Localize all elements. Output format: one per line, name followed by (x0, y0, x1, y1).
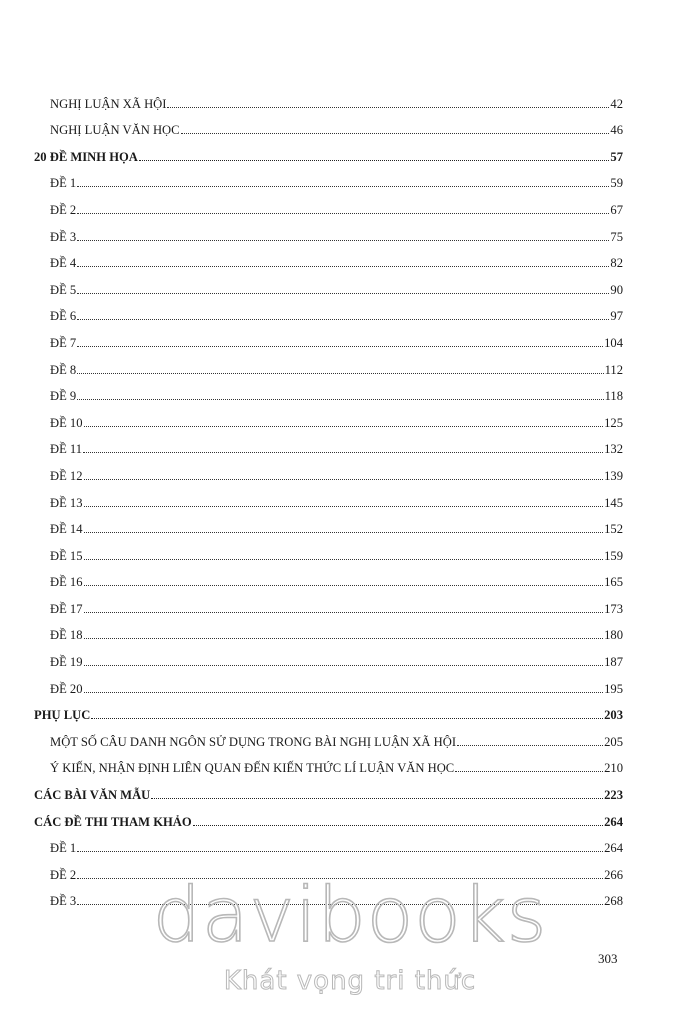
toc-entry (50, 164, 623, 191)
toc-entry-page: 46 (610, 123, 623, 138)
toc-entry (50, 190, 623, 217)
dot-leader (77, 213, 609, 214)
dot-leader (77, 851, 603, 852)
toc-entry-page: 59 (610, 176, 623, 191)
dot-leader (91, 718, 603, 719)
toc-entry-title: ĐỀ 7 (50, 335, 77, 350)
dot-leader (77, 878, 603, 879)
toc-entry (50, 244, 623, 271)
dot-leader (77, 904, 603, 905)
toc-section-page: 57 (610, 149, 623, 164)
toc-entry (50, 430, 623, 457)
dot-leader (77, 399, 603, 400)
dot-leader (84, 612, 604, 613)
toc-entry-page: 165 (604, 575, 623, 590)
toc-section-title: 20 ĐỀ MINH HỌA (34, 149, 138, 164)
dot-leader (193, 825, 603, 826)
toc-entry (50, 84, 623, 111)
dot-leader (77, 266, 609, 267)
toc-entry-title: NGHỊ LUẬN VĂN HỌC (50, 123, 180, 138)
toc-entry (50, 403, 623, 430)
toc-entry (50, 483, 623, 510)
dot-leader (77, 293, 609, 294)
watermark-slogan: Khát vọng tri thức (223, 966, 477, 996)
toc-entry (50, 563, 623, 590)
toc-entry-title: ĐỀ 13 (50, 495, 83, 510)
dot-leader (77, 346, 603, 347)
toc-entry (50, 456, 623, 483)
toc-entry-title: ĐỀ 4 (50, 256, 77, 271)
toc-entry-title: ĐỀ 17 (50, 601, 83, 616)
toc-entry-title: ĐỀ 11 (50, 442, 83, 457)
dot-leader (77, 319, 609, 320)
toc-entry (50, 377, 623, 404)
toc-entry-page: 180 (604, 628, 623, 643)
watermark-brand: davibooks (152, 870, 548, 959)
toc-entry-page: 152 (604, 522, 623, 537)
toc-section-heading (34, 696, 623, 723)
dot-leader (455, 771, 603, 772)
toc-entry-page: 90 (610, 282, 623, 297)
toc-entry-page: 159 (604, 548, 623, 563)
dot-leader (83, 452, 603, 453)
page-number: 303 (598, 951, 618, 966)
dot-leader (77, 240, 609, 241)
toc-section-page: 223 (604, 788, 623, 803)
toc-entry-title: ĐỀ 1 (50, 841, 77, 856)
toc-entry-title: ĐỀ 20 (50, 681, 83, 696)
toc-section-heading (34, 137, 623, 164)
toc-entry-title: ĐỀ 3 (50, 229, 77, 244)
dot-leader (84, 506, 604, 507)
toc-entry-title: ĐỀ 14 (50, 522, 83, 537)
toc-entry (50, 749, 623, 776)
toc-entry-title: ĐỀ 8 (50, 362, 77, 377)
toc-entry (50, 882, 623, 909)
toc-entry-title: ĐỀ 5 (50, 282, 77, 297)
toc-section-title: CÁC ĐỀ THI THAM KHẢO (34, 814, 192, 829)
toc-entry-title: ĐỀ 16 (50, 575, 83, 590)
toc-entry-page: 195 (604, 681, 623, 696)
toc-entry-page: 264 (604, 841, 623, 856)
toc-entry-title: ĐỀ 19 (50, 655, 83, 670)
toc-entry-page: 118 (604, 389, 623, 404)
toc-entry (50, 589, 623, 616)
dot-leader (139, 160, 610, 161)
toc-section-heading (34, 802, 623, 829)
toc-entry (50, 829, 623, 856)
toc-entry-title: ĐỀ 9 (50, 389, 77, 404)
toc-entry-title: ĐỀ 6 (50, 309, 77, 324)
toc-entry-title: ĐỀ 2 (50, 867, 77, 882)
toc-entry-page: 97 (610, 309, 623, 324)
dot-leader (84, 665, 604, 666)
toc-entry (50, 323, 623, 350)
toc-section-page: 264 (604, 814, 623, 829)
dot-leader (457, 745, 603, 746)
dot-leader (84, 692, 604, 693)
toc-entry-page: 82 (610, 256, 623, 271)
table-of-contents (0, 84, 700, 908)
toc-entry-page: 104 (604, 335, 623, 350)
dot-leader (77, 186, 609, 187)
toc-entry (50, 536, 623, 563)
toc-entry-title: MỘT SỐ CÂU DANH NGÔN SỬ DỤNG TRONG BÀI NGHỊ LUẬN XÃ HỘI (50, 734, 457, 749)
toc-entry-page: 187 (604, 655, 623, 670)
toc-entry-title: ĐỀ 3 (50, 894, 77, 909)
dot-leader (181, 133, 610, 134)
toc-entry (50, 855, 623, 882)
toc-entry-page: 42 (610, 96, 623, 111)
toc-entry (50, 111, 623, 138)
toc-entry-page: 75 (610, 229, 623, 244)
toc-entry (50, 669, 623, 696)
toc-section-page: 203 (604, 708, 623, 723)
dot-leader (84, 426, 604, 427)
dot-leader (84, 559, 604, 560)
toc-entry-page: 266 (604, 867, 623, 882)
toc-entry (50, 642, 623, 669)
toc-entry-page: 139 (604, 468, 623, 483)
toc-entry-title: NGHỊ LUẬN XÃ HỘI (50, 96, 167, 111)
toc-entry-page: 125 (604, 415, 623, 430)
toc-entry-title: ĐỀ 12 (50, 468, 83, 483)
dot-leader (77, 373, 603, 374)
toc-section-title: CÁC BÀI VĂN MẪU (34, 788, 151, 803)
toc-entry-title: ĐỀ 18 (50, 628, 83, 643)
dot-leader (84, 479, 604, 480)
dot-leader (84, 532, 604, 533)
toc-entry-page: 205 (604, 734, 623, 749)
toc-entry-title: ĐỀ 15 (50, 548, 83, 563)
toc-entry-page: 173 (604, 601, 623, 616)
dot-leader (151, 798, 603, 799)
toc-entry-title: Ý KIẾN, NHẬN ĐỊNH LIÊN QUAN ĐẾN KIẾN THỨC LÍ LUẬN VĂN HỌC (50, 761, 455, 776)
toc-entry (50, 270, 623, 297)
toc-entry-title: ĐỀ 10 (50, 415, 83, 430)
toc-entry (50, 297, 623, 324)
dot-leader (84, 585, 604, 586)
toc-entry-page: 112 (604, 362, 623, 377)
toc-entry-page: 145 (604, 495, 623, 510)
toc-entry-page: 268 (604, 894, 623, 909)
toc-entry-title: ĐỀ 1 (50, 176, 77, 191)
toc-entry-title: ĐỀ 2 (50, 202, 77, 217)
toc-entry (50, 722, 623, 749)
toc-entry (50, 217, 623, 244)
toc-entry (50, 350, 623, 377)
toc-entry-page: 67 (610, 202, 623, 217)
toc-section-heading (34, 775, 623, 802)
dot-leader (167, 107, 609, 108)
toc-section-title: PHỤ LỤC (34, 708, 91, 723)
toc-entry (50, 510, 623, 537)
toc-entry-page: 132 (604, 442, 623, 457)
dot-leader (84, 638, 604, 639)
toc-entry (50, 616, 623, 643)
toc-entry-page: 210 (604, 761, 623, 776)
